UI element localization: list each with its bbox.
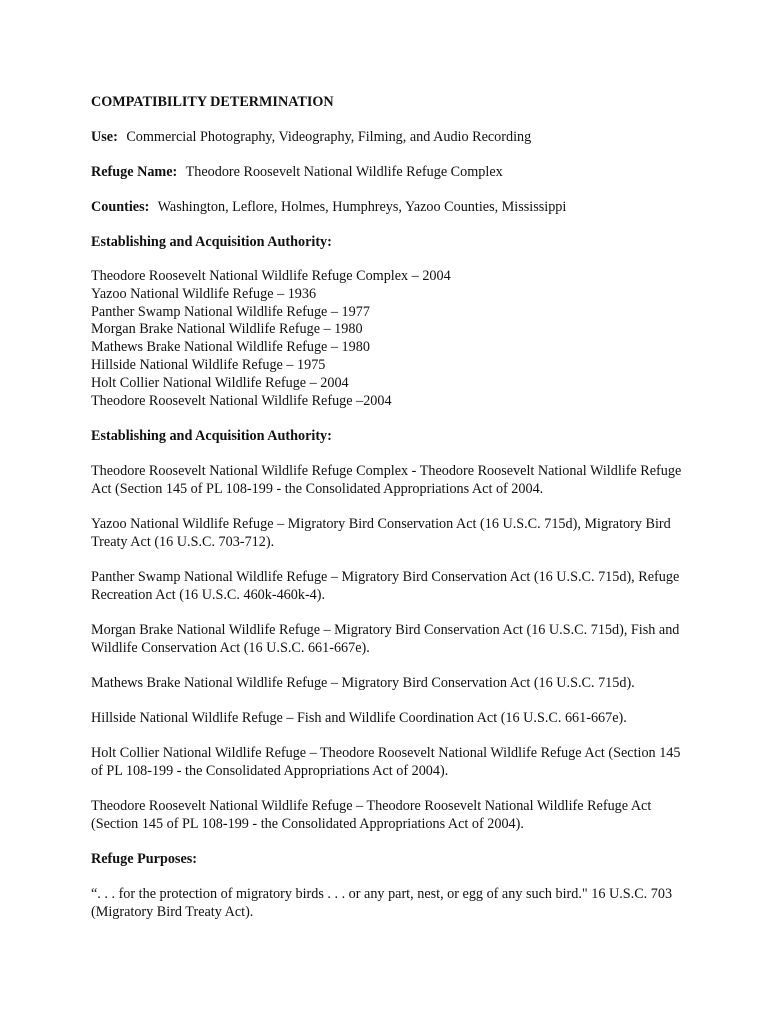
- authority-paragraph: Yazoo National Wildlife Refuge – Migratory Bird Conservation Act (16 U.S.C. 715d), Migratory Bird Treaty Act (16 U.S.C. 703-712).: [91, 516, 671, 551]
- list-item: Mathews Brake National Wildlife Refuge – 1980: [91, 339, 370, 356]
- list-item: Theodore Roosevelt National Wildlife Refuge Complex – 2004: [91, 268, 451, 284]
- purposes-quote: “. . . for the protection of migratory birds . . . or any part, nest, or egg of any such bird." 16 U.S.C. 703 (Migratory Bird Treaty Act).: [91, 886, 673, 921]
- list-item: Panther Swamp National Wildlife Refuge – 1977: [91, 303, 370, 320]
- list-item: Yazoo National Wildlife Refuge – 1936: [91, 285, 317, 302]
- authority-paragraph: Morgan Brake National Wildlife Refuge – Migratory Bird Conservation Act (16 U.S.C. 715d), Fish and Wildlife Conservation Act (16 U.S.C. 661-667e).: [91, 622, 680, 657]
- refuge-name-label: Refuge Name:: [91, 164, 178, 180]
- authority-heading-2: Establishing and Acquisition Authority:: [91, 428, 332, 445]
- authority-paragraph: Theodore Roosevelt National Wildlife Refuge – Theodore Roosevelt National Wildlife Refuge Act (Section 145 of PL 108-199 - the Consolidated Appropriations Act of 2004).: [91, 798, 652, 833]
- authority-paragraph: Holt Collier National Wildlife Refuge – Theodore Roosevelt National Wildlife Refuge Act (Section 145 of PL 108-199 - the Consolidated Appropriations Act of 2004).: [91, 745, 681, 780]
- authority-paragraph: Mathews Brake National Wildlife Refuge – Migratory Bird Conservation Act (16 U.S.C. 715d).: [91, 675, 635, 692]
- document-title: COMPATIBILITY DETERMINATION: [91, 94, 334, 110]
- purposes-heading: Refuge Purposes:: [91, 851, 197, 868]
- list-item: Hillside National Wildlife Refuge – 1975: [91, 356, 326, 373]
- list-item: Morgan Brake National Wildlife Refuge – 1980: [91, 321, 363, 338]
- refuge-name-value: Theodore Roosevelt National Wildlife Refuge Complex: [185, 164, 503, 180]
- document-page: [91, 93, 691, 921]
- authority-paragraph: Hillside National Wildlife Refuge – Fish and Wildlife Coordination Act (16 U.S.C. 661-667e).: [91, 710, 627, 727]
- authority-paragraph: Panther Swamp National Wildlife Refuge – Migratory Bird Conservation Act (16 U.S.C. 715d), Refuge Recreation Act (16 U.S.C. 460k-460k-4).: [91, 569, 680, 604]
- authority-heading-1: Establishing and Acquisition Authority:: [91, 234, 332, 250]
- use-field: [91, 128, 691, 146]
- refuge-name-field: [91, 163, 691, 181]
- counties-label: Counties:: [91, 199, 150, 215]
- list-item: Theodore Roosevelt National Wildlife Refuge –2004: [91, 392, 392, 409]
- establishment-list: [91, 268, 691, 410]
- use-label: Use:: [91, 129, 118, 145]
- use-value: Commercial Photography, Videography, Filming, and Audio Recording: [126, 129, 532, 145]
- counties-value: Washington, Leflore, Holmes, Humphreys, Yazoo Counties, Mississippi: [157, 199, 567, 215]
- counties-field: [91, 198, 691, 216]
- authority-paragraph: Theodore Roosevelt National Wildlife Refuge Complex - Theodore Roosevelt National Wildlife Refuge Act (Section 145 of PL 108-199 - the Consolidated Appropriations Act of 2004.: [91, 463, 682, 498]
- list-item: Holt Collier National Wildlife Refuge – 2004: [91, 374, 349, 391]
